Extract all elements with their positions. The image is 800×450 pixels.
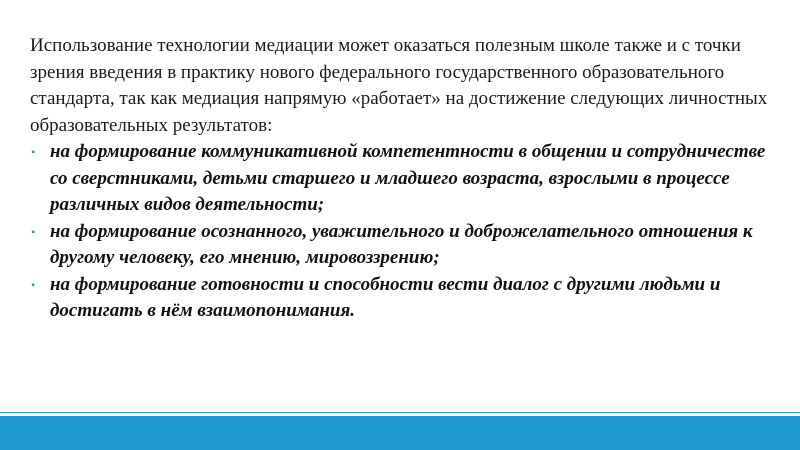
bullet-dot-icon: •: [31, 277, 36, 292]
bullet-dot-icon: •: [31, 145, 36, 159]
bullet-dot-icon: •: [31, 224, 36, 239]
bullet-text: на формирование коммуникативной компетентности в общении и сотрудничестве со сверстниками, детьми старшего и младшего возраста, взрослыми в процессе различных видов деятельности;: [50, 141, 766, 215]
bullet-item: [30, 219, 782, 272]
intro-paragraph: Использование технологии медиации может оказаться полезным школе также и с точки зрения введения в практику нового федерального государственного образовательного стандарта, так как медиация напрямую «работает» на достижение следующих личностных образовательных результатов:: [30, 35, 768, 136]
footer-bar: [0, 416, 800, 450]
bullet-item: [30, 139, 782, 219]
bullet-text: на формирование готовности и способности вести диалог с другими людьми и достигать в нём взаимопонимания.: [50, 273, 721, 321]
footer-accent-line: [0, 412, 800, 413]
bullet-text: на формирование осознанного, уважительного и доброжелательного отношения к другому человеку, его мнению, мировоззрению;: [50, 220, 753, 268]
bullet-item: [30, 272, 782, 325]
slide-content: [30, 33, 782, 325]
bullet-list: [30, 139, 782, 325]
